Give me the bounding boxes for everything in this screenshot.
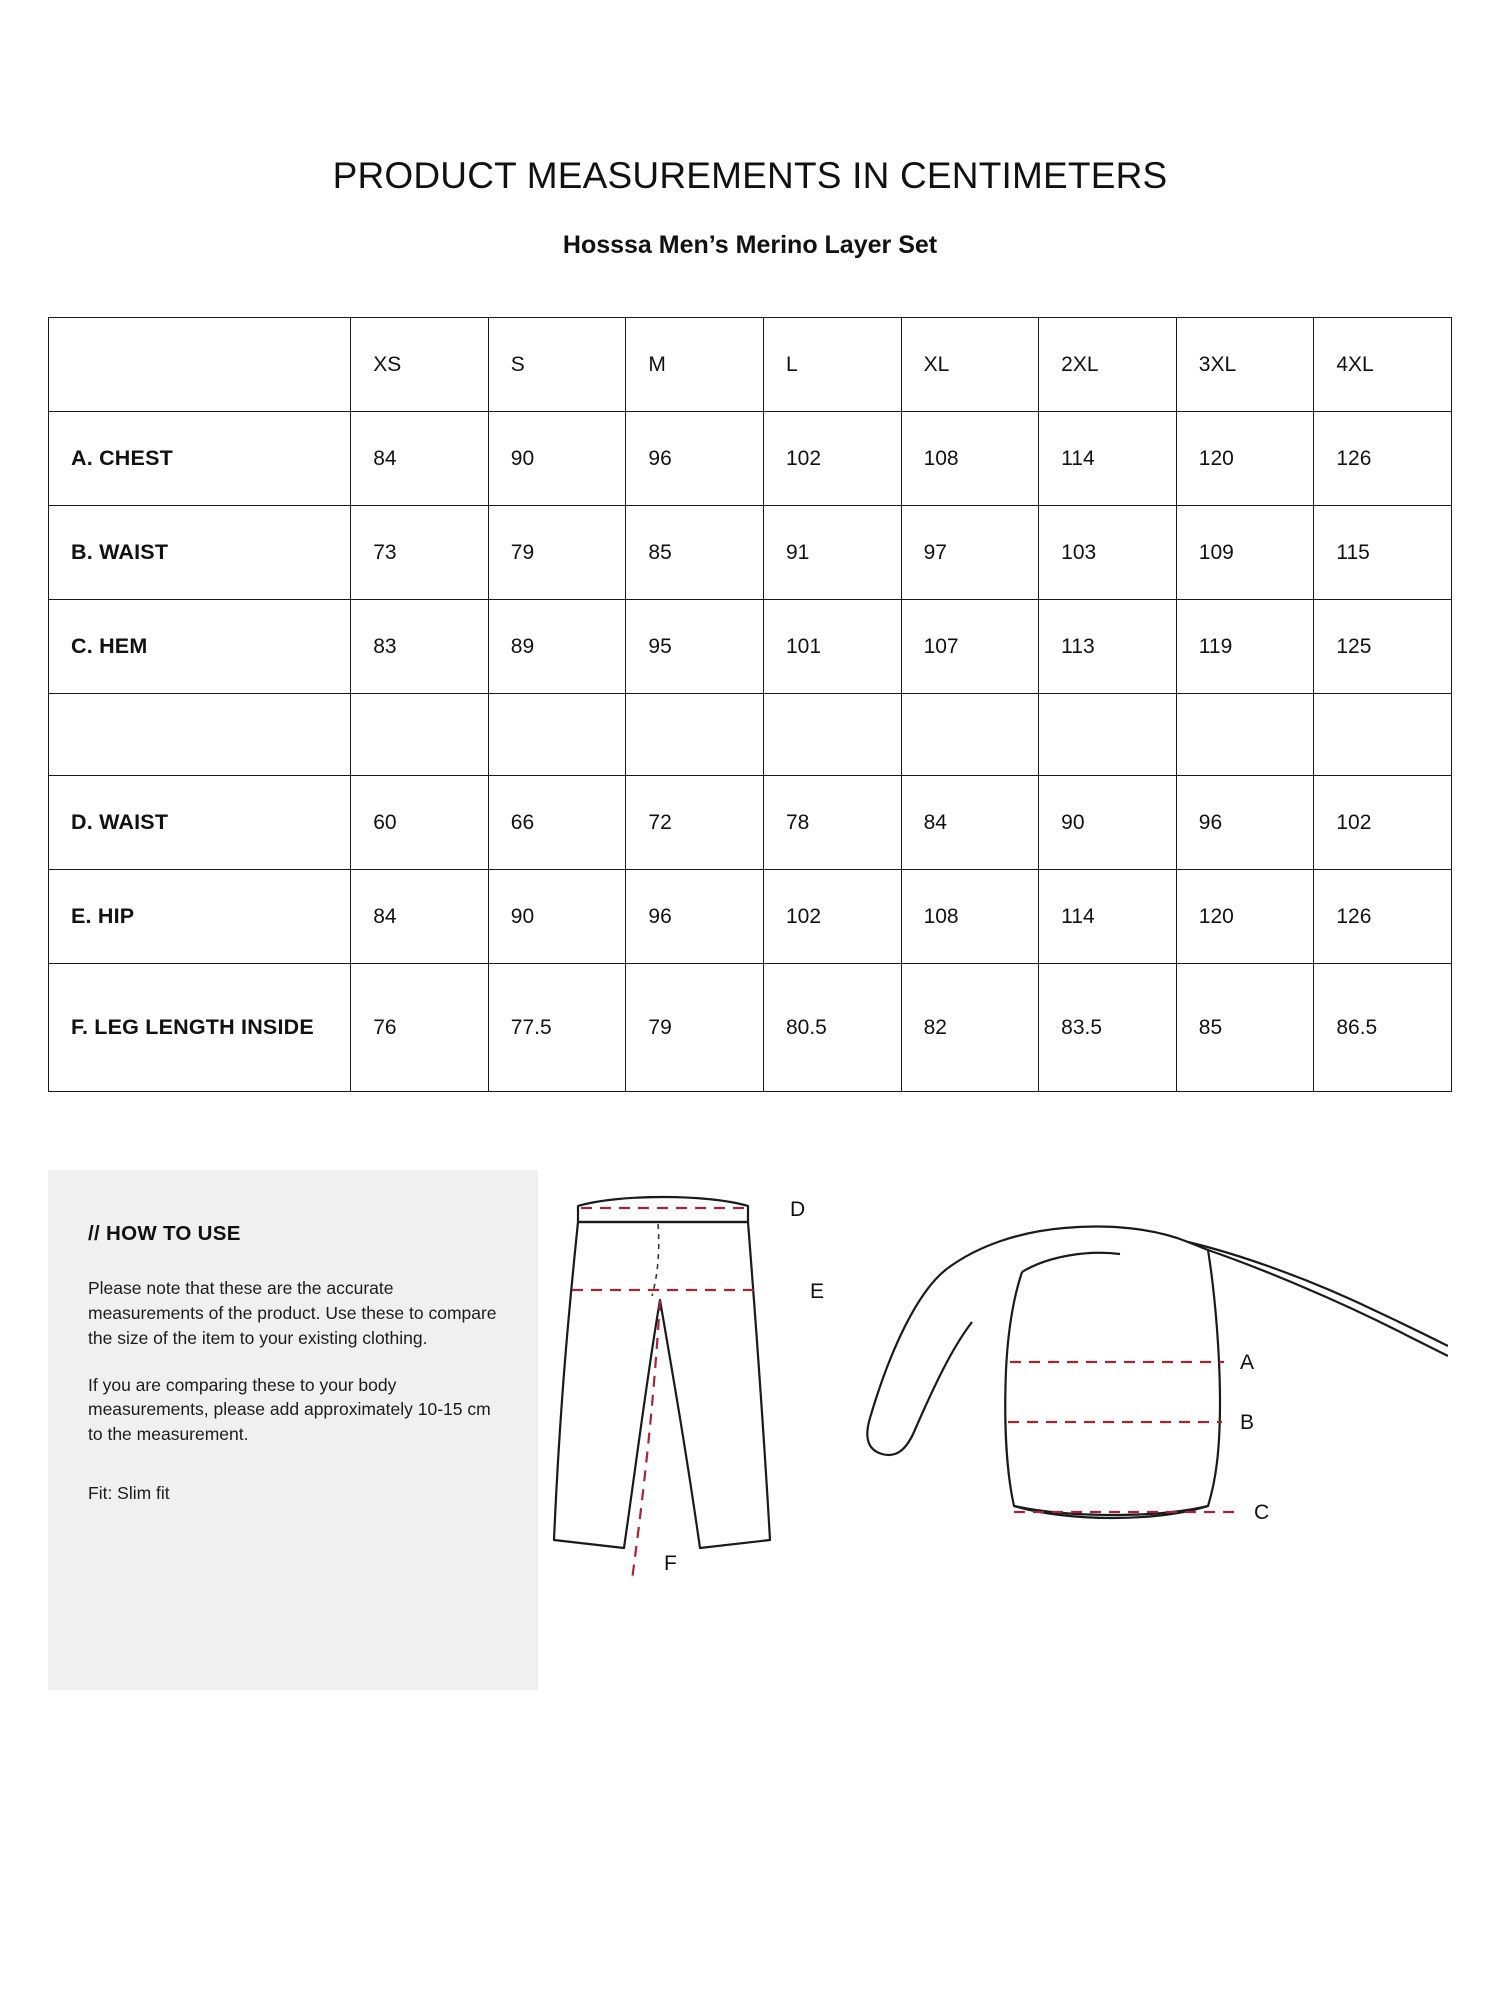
cell: 76 <box>351 964 489 1092</box>
lower-section <box>48 1170 1452 1690</box>
cell: 60 <box>351 776 489 870</box>
cell: 85 <box>1176 964 1314 1092</box>
cell: 96 <box>626 412 764 506</box>
table-row <box>49 776 1452 870</box>
pants-measure-lines <box>572 1208 754 1580</box>
cell: 114 <box>1039 412 1177 506</box>
column-header-l: L <box>763 318 901 412</box>
cell: 120 <box>1176 412 1314 506</box>
pants-label-e: E <box>810 1280 825 1303</box>
table-row <box>49 412 1452 506</box>
cell <box>351 694 489 776</box>
page-subtitle: Hosssa Men’s Merino Layer Set <box>562 231 938 259</box>
cell: 126 <box>1314 412 1452 506</box>
garment-illustrations <box>548 1150 1448 1710</box>
table-row <box>49 506 1452 600</box>
top-label-a: A <box>1240 1351 1255 1374</box>
top-label-c: C <box>1254 1501 1270 1524</box>
column-header-4xl: 4XL <box>1314 318 1452 412</box>
column-header-xl: XL <box>901 318 1039 412</box>
cell: 91 <box>763 506 901 600</box>
cell: 115 <box>1314 506 1452 600</box>
column-header-s: S <box>488 318 626 412</box>
table-row <box>49 870 1452 964</box>
cell: 83 <box>351 600 489 694</box>
cell: 107 <box>901 600 1039 694</box>
cell: 109 <box>1176 506 1314 600</box>
cell: 78 <box>763 776 901 870</box>
cell: 90 <box>1039 776 1177 870</box>
cell: 96 <box>626 870 764 964</box>
cell: 119 <box>1176 600 1314 694</box>
pants-label-d: D <box>790 1198 806 1221</box>
cell: 90 <box>488 870 626 964</box>
measurements-table <box>48 317 1452 1092</box>
cell: 77.5 <box>488 964 626 1092</box>
cell <box>488 694 626 776</box>
page-title: PRODUCT MEASUREMENTS IN CENTIMETERS <box>332 155 1168 196</box>
cell: 101 <box>763 600 901 694</box>
how-to-use-paragraph-1: Please note that these are the accurate measurements of the product. Use these to compare the size of the item to your existing clothing. <box>88 1278 497 1348</box>
table-row <box>49 964 1452 1092</box>
cell: 103 <box>1039 506 1177 600</box>
row-label-waist-top: B. WAIST <box>49 506 351 600</box>
cell: 84 <box>351 870 489 964</box>
row-label-hip: E. HIP <box>49 870 351 964</box>
table-row <box>49 600 1452 694</box>
cell: 73 <box>351 506 489 600</box>
cell <box>1176 694 1314 776</box>
cell: 95 <box>626 600 764 694</box>
cell <box>763 694 901 776</box>
fit-note: Fit: Slim fit <box>88 1483 170 1504</box>
cell: 89 <box>488 600 626 694</box>
cell <box>626 694 764 776</box>
cell <box>49 694 351 776</box>
table-corner-cell <box>49 318 351 412</box>
table-header-row <box>49 318 1452 412</box>
column-header-2xl: 2XL <box>1039 318 1177 412</box>
cell: 102 <box>763 870 901 964</box>
top-measure-lines <box>1008 1362 1238 1512</box>
pants-illustration <box>554 1197 770 1548</box>
cell: 79 <box>488 506 626 600</box>
cell <box>901 694 1039 776</box>
cell: 79 <box>626 964 764 1092</box>
cell: 85 <box>626 506 764 600</box>
cell: 97 <box>901 506 1039 600</box>
top-label-b: B <box>1240 1411 1255 1434</box>
row-label-waist-bottom: D. WAIST <box>49 776 351 870</box>
cell: 82 <box>901 964 1039 1092</box>
measure-line-f <box>632 1300 660 1580</box>
how-to-use-paragraph-2: If you are comparing these to your body measurements, please add approximately 10-15 cm to the measurement. <box>88 1374 491 1445</box>
how-to-use-panel <box>48 1170 538 1690</box>
cell: 66 <box>488 776 626 870</box>
cell: 113 <box>1039 600 1177 694</box>
column-header-3xl: 3XL <box>1176 318 1314 412</box>
cell: 83.5 <box>1039 964 1177 1092</box>
cell: 120 <box>1176 870 1314 964</box>
table-spacer-row <box>49 694 1452 776</box>
cell <box>1039 694 1177 776</box>
column-header-m: M <box>626 318 764 412</box>
cell <box>1314 694 1452 776</box>
column-header-xs: XS <box>351 318 489 412</box>
cell: 84 <box>901 776 1039 870</box>
cell: 84 <box>351 412 489 506</box>
pants-label-f: F <box>664 1552 677 1575</box>
cell: 96 <box>1176 776 1314 870</box>
row-label-leg-length-inside: F. LEG LENGTH INSIDE <box>49 964 351 1092</box>
cell: 80.5 <box>763 964 901 1092</box>
row-label-hem: C. HEM <box>49 600 351 694</box>
cell: 114 <box>1039 870 1177 964</box>
top-illustration <box>867 1227 1448 1518</box>
cell: 102 <box>763 412 901 506</box>
cell: 108 <box>901 870 1039 964</box>
cell: 90 <box>488 412 626 506</box>
row-label-chest: A. CHEST <box>49 412 351 506</box>
cell: 108 <box>901 412 1039 506</box>
how-to-use-heading: // HOW TO USE <box>88 1222 241 1245</box>
cell: 102 <box>1314 776 1452 870</box>
cell: 125 <box>1314 600 1452 694</box>
cell: 126 <box>1314 870 1452 964</box>
cell: 72 <box>626 776 764 870</box>
cell: 86.5 <box>1314 964 1452 1092</box>
